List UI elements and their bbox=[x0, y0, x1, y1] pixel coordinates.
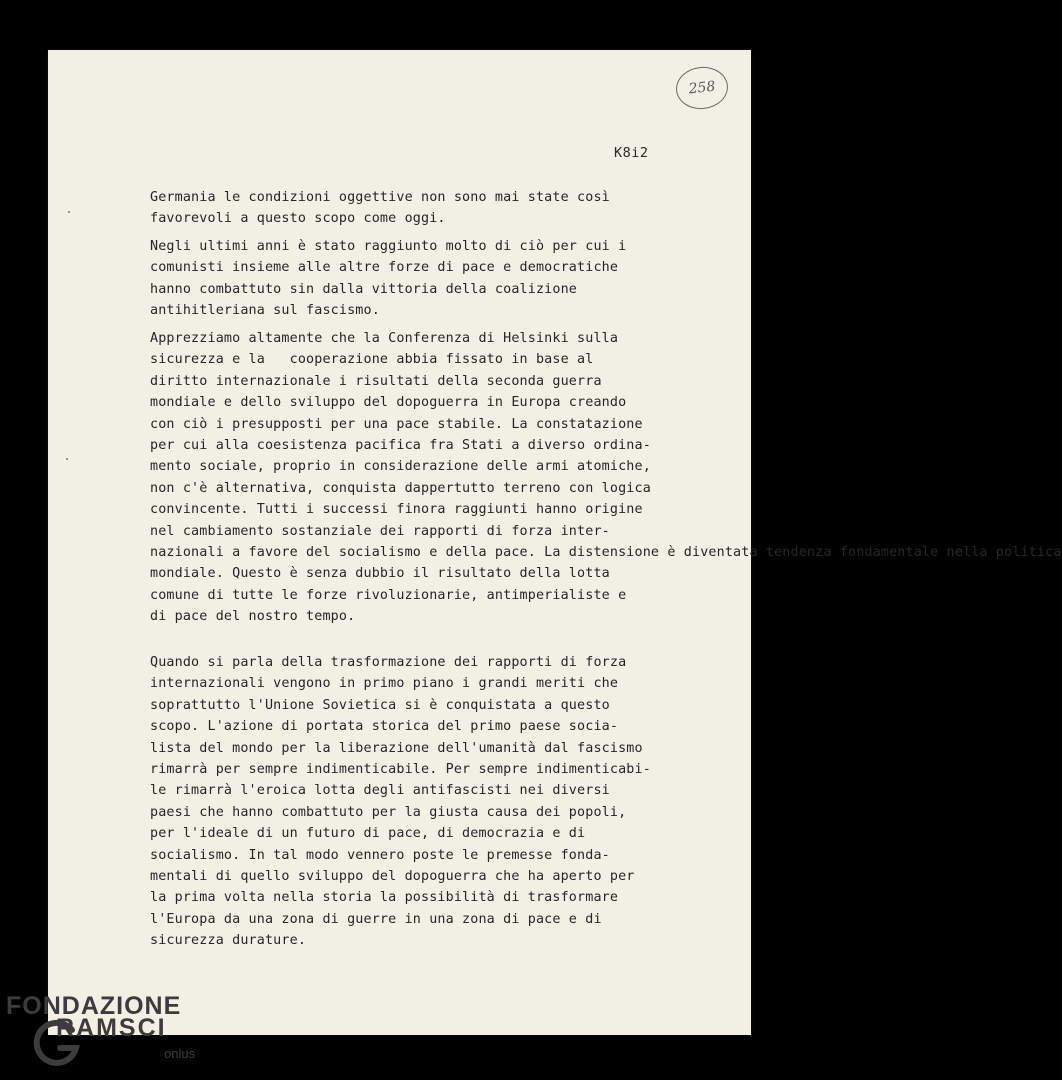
paragraph-4: Quando si parla della trasformazione dei rapporti di forza internazionali vengono in primo piano i grandi meriti che soprattutto l'Unione Sovietica si è conquistata a questo scopo. L'azione di portata storica del primo paese socia- lista del mondo per la liberazione dell'umanità dal fascismo rimarrà per sempre indimenticabile. Per sempre indimenticabi- le rimarrà l'eroica lotta degli antifascisti nei diversi paesi che hanno combattuto per la giusta causa dei popoli, per l'ideale di un futuro di pace, di democrazia e di socialismo. In tal modo vennero poste le premesse fonda- mentali di quello sviluppo del dopoguerra che ha aperto per la prima volta nella storia la possibilità di trasformare l'Europa da una zona di guerre in una zona di pace e di sicurezza durature. bbox=[150, 655, 651, 949]
paragraph-3: Apprezziamo altamente che la Conferenza di Helsinki sulla sicurezza e la cooperazione abbia fissato in base al diritto internazionale i risultati della seconda guerra mondiale e dello sviluppo del dopoguerra in Europa creando con ciò i presupposti per una pace stabile. La constatazione per cui alla coesistenza pacifica fra Stati a diverso ordina- mento sociale, proprio in considerazione delle armi atomiche, non c'è alternativa, conquista dappertutto terreno con logica convincente. Tutti i successi finora raggiunti hanno origine nel cambiamento sostanziale dei rapporti di forza inter- nazionali a favore del socialismo e della pace. La distensione è tendenza fondamentale nella politica mondiale. Questo è senza dubbio il risultato della lotta comune di tutte le forze rivoluzionarie, antimperialiste e di pace del nostro tempo. bbox=[150, 331, 1062, 625]
fondazione-gramsci-watermark bbox=[4, 992, 204, 1077]
watermark-line-2: RAMSCI bbox=[56, 1014, 167, 1042]
handwritten-page-number: 258 bbox=[674, 64, 730, 111]
watermark-line-3: onlus bbox=[164, 1046, 196, 1061]
document-code: K8i2 bbox=[614, 145, 649, 161]
watermark-line-1: FONDAZIONE bbox=[6, 992, 182, 1020]
paper-speck bbox=[66, 458, 68, 460]
paragraph-2: Negli ultimi anni è stato raggiunto molto di ciò per cui i comunisti insieme alle altre forze di pace e democratiche hanno combattuto sin dalla vittoria della coalizione antihitleriana sul fascismo. bbox=[150, 239, 627, 319]
paper-speck bbox=[68, 211, 70, 213]
paragraph-1: Germania le condizioni oggettive non sono mai state così favorevoli a questo scopo come oggi. bbox=[150, 190, 610, 227]
